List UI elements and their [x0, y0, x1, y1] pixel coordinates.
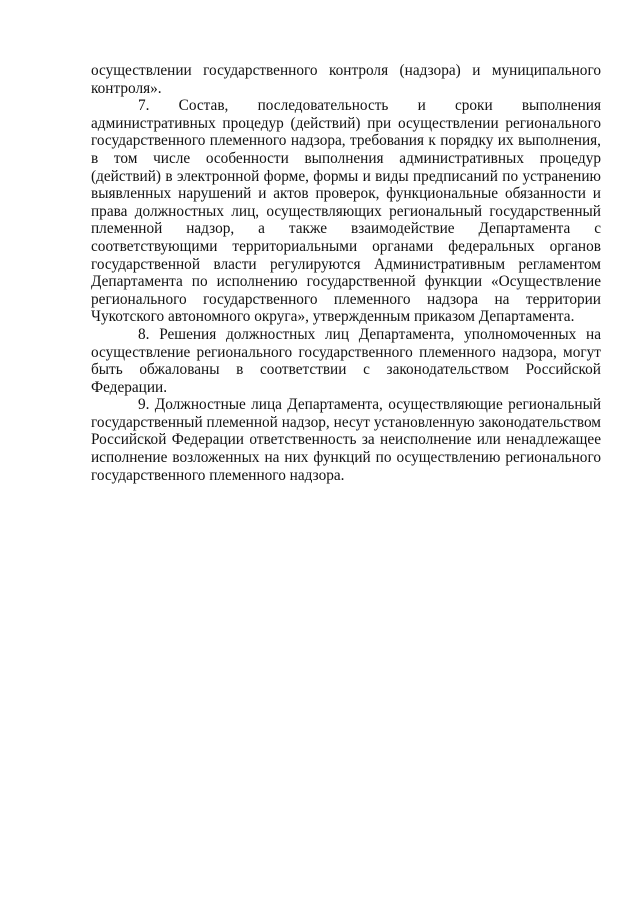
paragraph-item-9: 9. Должностные лица Департамента, осуществляющие региональный государственный племенной надзор, несут установленную законодательством Российской Федерации ответственность за неисполнение или ненадлежащее исполнение возложенных на них функций по осуществлению регионального государственного племенного надзора.: [91, 396, 601, 484]
document-page: [91, 62, 601, 484]
paragraph-item-8: 8. Решения должностных лиц Департамента, уполномоченных на осуществление регионального государственного племенного надзора, могут быть обжалованы в соответствии с законодательством Российской Федерации.: [91, 325, 601, 396]
paragraph-item-7: 7. Состав, последовательность и сроки выполнения административных процедур (действий) при осуществлении регионального государственного племенного надзора, требования к порядку их выполнения, в том числе особенности выполнения административных процедур (действий) в электронной форме, формы и виды предписаний по устранению выявленных нарушений и актов проверок, функциональные обязанности и права должностных лиц, осуществляющих региональный государственный племенной надзор, а также взаимодействие Департамента с соответствующими территориальными органами федеральных органов государственной власти регулируются Административным регламентом Департамента по исполнению государственной функции «Осуществление регионального государственного племенного надзора на территории Чукотского автономного округа», утвержденным приказом Департамента.: [91, 97, 601, 326]
paragraph-continuation: осуществлении государственного контроля (надзора) и муниципального контроля».: [91, 62, 601, 97]
